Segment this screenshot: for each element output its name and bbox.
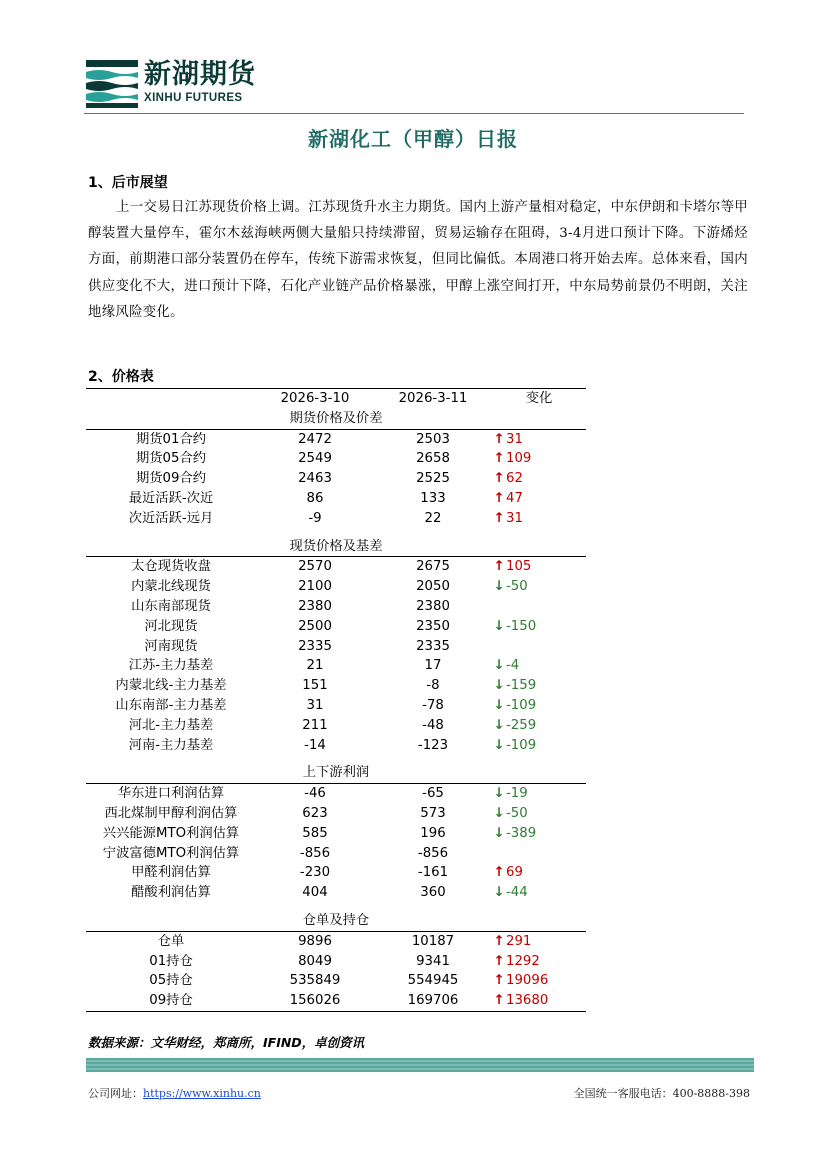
table-row: [86, 844, 586, 864]
row-name: 山东南部-主力基差: [115, 697, 227, 713]
row-change: [492, 676, 586, 696]
group-title: 期货价格及价差: [86, 409, 586, 429]
row-value-date2: 9341: [416, 953, 450, 969]
row-value-date1: 31: [306, 697, 324, 713]
arrow-down-icon: ↓: [493, 697, 505, 713]
arrow-up-icon: ↑: [493, 451, 505, 467]
row-name: 河北现货: [144, 618, 198, 634]
row-value-date2: -78: [422, 697, 444, 713]
row-change-value: 105: [506, 559, 532, 575]
row-name: 最近活跃-次近: [128, 490, 214, 506]
row-value-date2: 196: [420, 825, 446, 841]
table-row: [86, 597, 586, 617]
row-value-date1: 2335: [298, 638, 332, 654]
row-name: 河南现货: [144, 638, 198, 654]
row-change: [492, 429, 586, 449]
arrow-down-icon: ↓: [493, 678, 505, 694]
row-change: [492, 863, 586, 883]
table-row: [86, 824, 586, 844]
group-title-row: [86, 537, 586, 557]
row-change-value: 19096: [506, 973, 549, 989]
row-change-value: -159: [506, 678, 537, 694]
row-change-value: 31: [506, 510, 523, 526]
arrow-up-icon: ↑: [493, 490, 505, 506]
row-value-date2: 2380: [416, 598, 450, 614]
row-value-date1: 156026: [256, 991, 374, 1011]
arrow-down-icon: ↓: [493, 658, 505, 674]
row-value-date2: 17: [424, 658, 442, 674]
row-value-date2: 169706: [374, 991, 492, 1011]
row-value-date2: -123: [417, 737, 449, 753]
row-name: 西北煤制甲醇利润估算: [104, 805, 238, 821]
row-value-date2: 2658: [416, 451, 450, 467]
arrow-up-icon: ↑: [493, 933, 505, 949]
row-change: [492, 637, 586, 657]
row-name: 醋酸利润估算: [131, 885, 211, 901]
row-value-date2: 2525: [416, 471, 450, 487]
row-name: 太仓现货收盘: [131, 559, 211, 575]
table-row: [86, 736, 586, 756]
group-title: 上下游利润: [86, 763, 586, 783]
row-value-date2: 554945: [407, 973, 459, 989]
arrow-down-icon: ↓: [493, 786, 505, 802]
table-row: [86, 931, 586, 951]
arrow-up-icon: ↑: [493, 973, 505, 989]
row-value-date2: 2675: [416, 559, 450, 575]
table-row: [86, 696, 586, 716]
table-row: [86, 509, 586, 529]
group-spacer: [86, 903, 586, 911]
row-change: [492, 952, 586, 972]
data-source: 数据来源：文华财经，郑商所，IFIND，卓创资讯: [88, 1035, 365, 1050]
row-name: 期货01合约: [135, 431, 207, 447]
row-value-date1: 2570: [298, 559, 332, 575]
row-change: [492, 489, 586, 509]
row-name: 期货05合约: [135, 451, 207, 467]
row-change: [492, 577, 586, 597]
row-name: 09持仓: [86, 991, 256, 1011]
row-value-date2: -856: [417, 845, 449, 861]
arrow-up-icon: ↑: [493, 993, 505, 1009]
table-row: [86, 637, 586, 657]
row-change-value: 291: [506, 933, 532, 949]
row-change: [492, 736, 586, 756]
outlook-paragraph: 上一交易日江苏现货价格上调。江苏现货升水主力期货。国内上游产量相对稳定，中东伊朗和卡塔尔等甲醇装置大量停车，霍尔木兹海峡两侧大量船只持续滞留，贸易运输存在阻碍，3-4月进口预计下降。下游烯烃方面，前期港口部分装置仍在停车，传统下游需求恢复，但同比偏低。本周港口将开始去库。总体来看，国内供应变化不大，进口预计下降，石化产业链产品价格暴涨，甲醇上涨空间打开，中东局势前景仍不明朗，关注地缘风险变化。: [88, 200, 748, 320]
row-change: [492, 971, 586, 991]
header-divider: [84, 113, 744, 114]
row-value-date2: 573: [420, 805, 446, 821]
row-value-date2: -48: [422, 717, 444, 733]
table-row: [86, 991, 586, 1011]
row-change-value: -389: [506, 825, 537, 841]
row-change-value: -259: [506, 717, 537, 733]
row-change-value: -19: [506, 786, 528, 802]
row-name: 内蒙北线-主力基差: [115, 678, 227, 694]
row-value-date2: 10187: [411, 933, 455, 949]
arrow-up-icon: ↑: [493, 559, 505, 575]
row-value-date1: 86: [306, 490, 324, 506]
arrow-up-icon: ↑: [493, 953, 505, 969]
xinhu-logo-icon: [86, 60, 138, 108]
table-row: [86, 883, 586, 903]
header-date2: 2026-3-11: [374, 389, 492, 409]
row-value-date2: 2050: [416, 579, 450, 595]
row-change-value: -50: [506, 579, 528, 595]
row-value-date1: 2472: [298, 431, 332, 447]
footer-hotline: 全国统一客服电话：400-8888-398: [573, 1087, 750, 1100]
group-spacer: [86, 755, 586, 763]
row-change-value: -150: [506, 618, 537, 634]
table-row: [86, 557, 586, 577]
row-name: 华东进口利润估算: [117, 786, 225, 802]
row-value-date1: 8049: [298, 953, 332, 969]
row-change: [492, 883, 586, 903]
row-name: 河北-主力基差: [128, 717, 214, 733]
row-name: 仓单: [157, 933, 185, 949]
row-value-date2: 22: [424, 510, 442, 526]
price-table: [86, 388, 586, 1012]
row-value-date1: 404: [302, 885, 328, 901]
footer-website: [88, 1085, 261, 1101]
row-change: [492, 784, 586, 804]
table-row: [86, 784, 586, 804]
row-change: [492, 991, 586, 1011]
row-value-date1: -9: [308, 510, 322, 526]
row-name: 河南-主力基差: [128, 737, 214, 753]
row-change-value: -4: [506, 658, 520, 674]
row-value-date1: 211: [302, 717, 328, 733]
row-name: 内蒙北线现货: [131, 579, 211, 595]
row-value-date2: 2503: [416, 431, 450, 447]
row-change-value: 109: [506, 451, 532, 467]
row-name: 兴兴能源MTO利润估算: [102, 825, 240, 841]
table-row: [86, 716, 586, 736]
row-value-date2: -161: [417, 865, 449, 881]
row-value-date1: 9896: [298, 933, 332, 949]
row-name: 01持仓: [149, 953, 193, 969]
logo-name-cn: 新湖期货: [144, 59, 256, 90]
arrow-down-icon: ↓: [493, 885, 505, 901]
row-change-value: 31: [506, 431, 523, 447]
row-name: 次近活跃-远月: [128, 510, 214, 526]
row-change-value: 13680: [506, 993, 549, 1009]
row-change: [492, 696, 586, 716]
row-change: [492, 824, 586, 844]
row-change: [492, 844, 586, 864]
row-change: [492, 557, 586, 577]
arrow-down-icon: ↓: [493, 579, 505, 595]
group-title: 现货价格及基差: [86, 537, 586, 557]
table-row: [86, 617, 586, 637]
row-value-date1: 151: [302, 678, 328, 694]
footer-decoration-bar: [86, 1058, 754, 1072]
group-title-row: [86, 409, 586, 429]
row-value-date2: 360: [420, 885, 446, 901]
row-change: [492, 597, 586, 617]
table-row: [86, 469, 586, 489]
row-change: [492, 656, 586, 676]
row-value-date1: -46: [304, 786, 326, 802]
table-row: [86, 952, 586, 972]
row-value-date2: 2350: [416, 618, 450, 634]
section-outlook-heading: 1、后市展望: [88, 175, 168, 191]
row-change: [492, 449, 586, 469]
arrow-down-icon: ↓: [493, 825, 505, 841]
row-change-value: -50: [506, 805, 528, 821]
row-name: 宁波富德MTO利润估算: [102, 845, 240, 861]
row-value-date1: 2500: [298, 618, 332, 634]
row-change-value: -109: [506, 737, 537, 753]
row-change: [492, 716, 586, 736]
group-title-row: [86, 911, 586, 931]
table-row: [86, 577, 586, 597]
row-value-date1: -230: [299, 865, 331, 881]
arrow-up-icon: ↑: [493, 431, 505, 447]
row-value-date1: -14: [304, 737, 326, 753]
row-change-value: 69: [506, 865, 523, 881]
table-row: [86, 489, 586, 509]
row-value-date1: 2380: [298, 598, 332, 614]
company-logo: [86, 56, 266, 112]
row-value-date1: 535849: [289, 973, 341, 989]
row-value-date2: -8: [426, 678, 440, 694]
group-spacer: [86, 529, 586, 537]
row-value-date1: 2549: [298, 451, 332, 467]
report-title: 新湖化工（甲醇）日报: [308, 127, 518, 151]
table-row: [86, 656, 586, 676]
row-value-date1: 21: [306, 658, 324, 674]
row-change-value: 47: [506, 490, 523, 506]
table-row: [86, 863, 586, 883]
row-value-date2: 2335: [416, 638, 450, 654]
row-value-date1: 623: [302, 805, 328, 821]
row-name: 期货09合约: [135, 471, 207, 487]
table-row: [86, 804, 586, 824]
row-name: 山东南部现货: [131, 598, 211, 614]
arrow-down-icon: ↓: [493, 737, 505, 753]
arrow-down-icon: ↓: [493, 717, 505, 733]
table-row: [86, 971, 586, 991]
row-value-date1: 2463: [298, 471, 332, 487]
header-date1: 2026-3-10: [256, 389, 374, 409]
website-label: 公司网址：: [88, 1087, 143, 1100]
row-change-value: -44: [506, 885, 528, 901]
arrow-up-icon: ↑: [493, 471, 505, 487]
row-value-date2: -65: [422, 786, 444, 802]
row-value-date1: 2100: [298, 579, 332, 595]
row-change-value: 1292: [506, 953, 540, 969]
row-value-date2: 133: [420, 490, 446, 506]
row-value-date1: -856: [299, 845, 331, 861]
row-name: 甲醛利润估算: [131, 865, 211, 881]
row-change: [492, 469, 586, 489]
table-header-row: [86, 389, 586, 409]
table-row: [86, 676, 586, 696]
arrow-down-icon: ↓: [493, 618, 505, 634]
row-change: [492, 617, 586, 637]
table-row: [86, 449, 586, 469]
section-price-heading: 2、价格表: [88, 369, 154, 385]
row-value-date1: 585: [302, 825, 328, 841]
group-title-row: [86, 763, 586, 783]
arrow-down-icon: ↓: [493, 805, 505, 821]
header-col1: [86, 389, 256, 409]
arrow-up-icon: ↑: [493, 865, 505, 881]
header-change: 变化: [492, 389, 586, 409]
row-change-value: -109: [506, 697, 537, 713]
row-change: [492, 931, 586, 951]
row-change-value: 62: [506, 471, 523, 487]
website-link[interactable]: https://www.xinhu.cn: [143, 1087, 261, 1100]
row-name: 江苏-主力基差: [128, 658, 214, 674]
logo-name-en: XINHU FUTURES: [144, 92, 243, 104]
row-name: 05持仓: [149, 973, 193, 989]
table-row: [86, 429, 586, 449]
row-change: [492, 509, 586, 529]
arrow-up-icon: ↑: [493, 510, 505, 526]
group-title: 仓单及持仓: [86, 911, 586, 931]
row-change: [492, 804, 586, 824]
